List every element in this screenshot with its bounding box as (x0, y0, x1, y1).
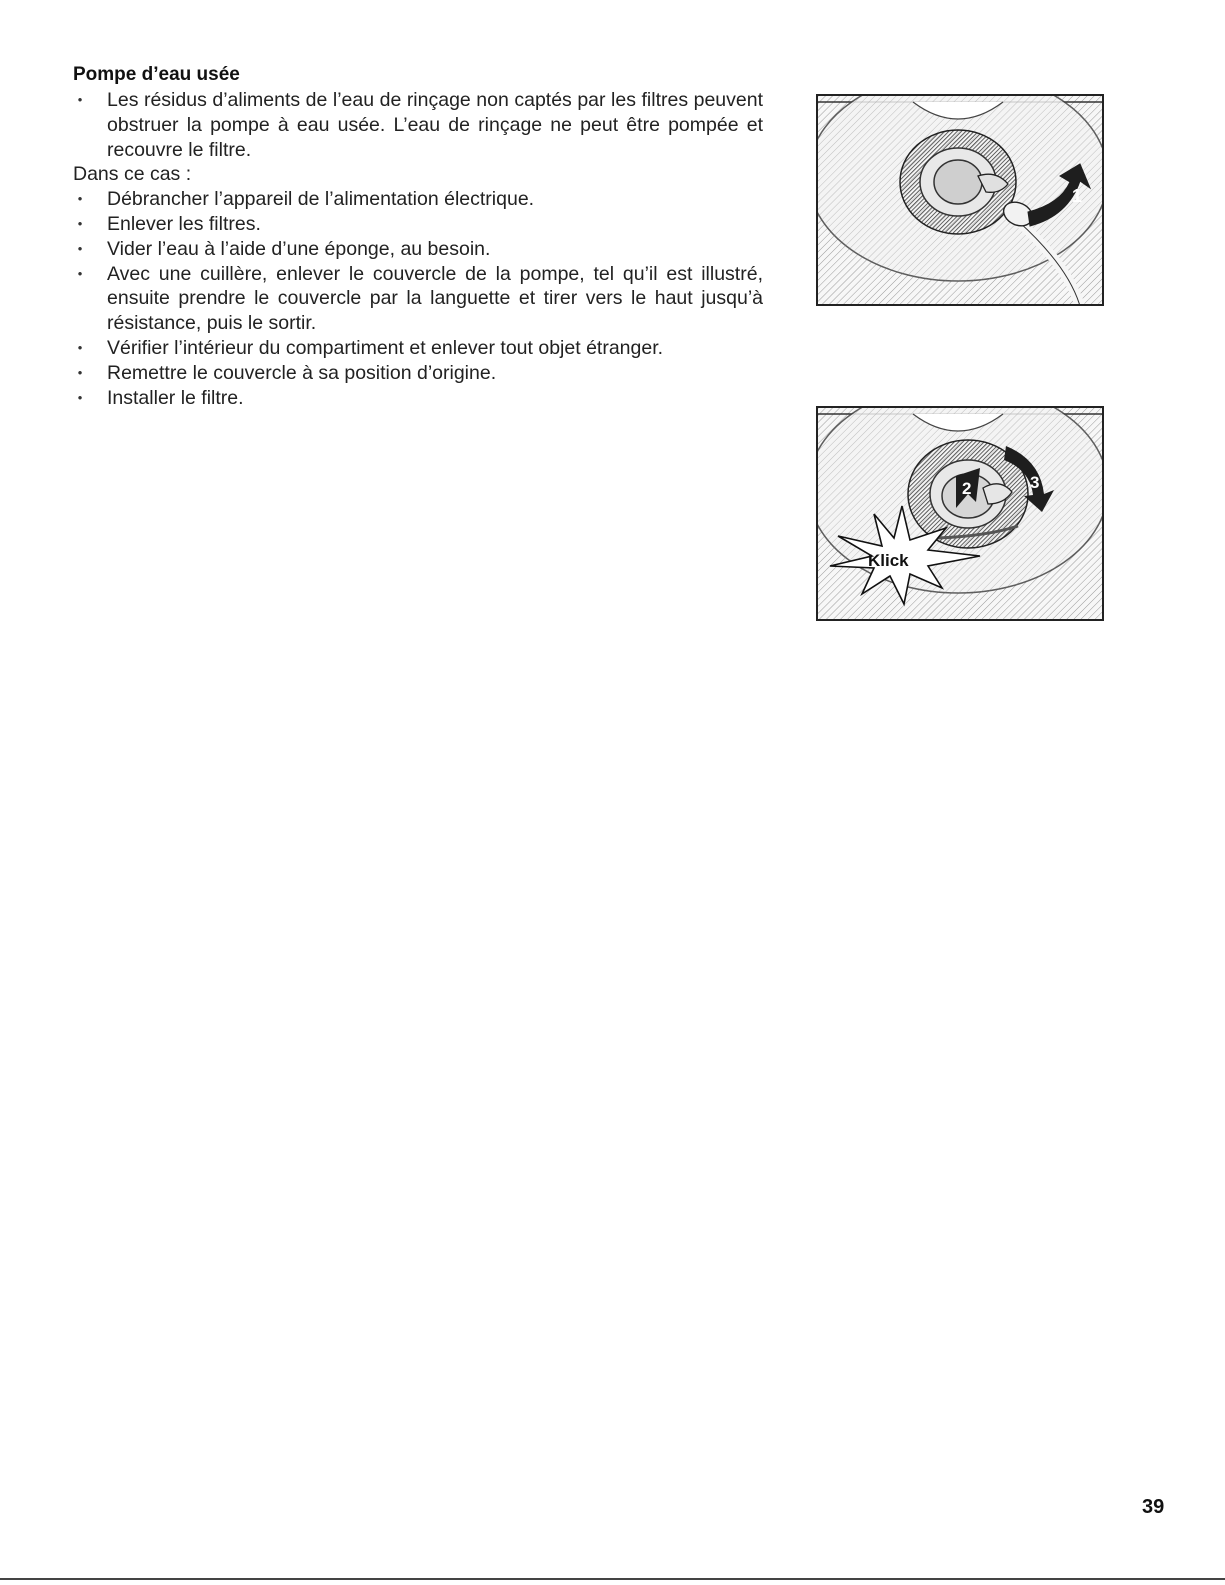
step-text: Vérifier l’intérieur du compartiment et enlever tout objet étranger. (107, 336, 664, 359)
step-item (73, 237, 763, 262)
pump-cover (934, 160, 982, 204)
bullet-icon: • (77, 364, 83, 380)
bullet-icon: • (77, 215, 83, 231)
steps-list (73, 187, 763, 410)
section-heading: Pompe d’eau usée (73, 64, 240, 85)
step-text: Enlever les filtres. (107, 212, 261, 235)
intro-bullet-text: Les résidus d’aliments de l’eau de rinçage non captés par les filtres peuvent obstruer la pompe à eau usée. L’eau de rinçage ne peut être pompée et recouvre le filtre. (107, 89, 763, 161)
step-item (73, 187, 763, 212)
bottom-rule (0, 1578, 1225, 1580)
step-text: Remettre le couvercle à sa position d’origine. (107, 361, 497, 384)
bullet-icon: • (77, 191, 83, 207)
bullet-icon: • (77, 92, 83, 107)
intro-list (73, 88, 763, 162)
page-number: 39 (1142, 1496, 1165, 1518)
pump-cover-removal-illustration (818, 96, 1102, 304)
bullet-icon: • (77, 389, 83, 405)
bullet-icon: • (77, 339, 83, 355)
condition-text: Dans ce cas : (73, 163, 192, 186)
step-item (73, 336, 763, 361)
step-3-label: 3 (1030, 473, 1040, 492)
intro-bullet (73, 88, 763, 162)
klick-label: Klick (868, 551, 909, 570)
step-text: Installer le filtre. (107, 386, 244, 409)
step-item (73, 212, 763, 237)
pump-cover-removal-figure (816, 94, 1104, 306)
step-item (73, 386, 763, 411)
step-2-label: 2 (962, 479, 972, 498)
pump-cover-refit-illustration (818, 408, 1102, 619)
pump-cover-refit-figure (816, 406, 1104, 621)
step-text: Avec une cuillère, enlever le couvercle de la pompe, tel qu’il est illustré, ensuite prendre le couvercle par la languette et tirer vers le haut jusqu’à résistance, puis le sortir. (107, 262, 763, 335)
step-item (73, 262, 763, 336)
bullet-icon: • (77, 240, 83, 256)
step-1-label: 1 (1072, 186, 1083, 206)
step-text: Débrancher l’appareil de l’alimentation électrique. (107, 188, 535, 211)
instructions-column (73, 62, 763, 410)
bullet-icon: • (77, 265, 83, 281)
step-text: Vider l’eau à l’aide d’une éponge, au besoin. (107, 237, 491, 260)
step-item (73, 361, 763, 386)
